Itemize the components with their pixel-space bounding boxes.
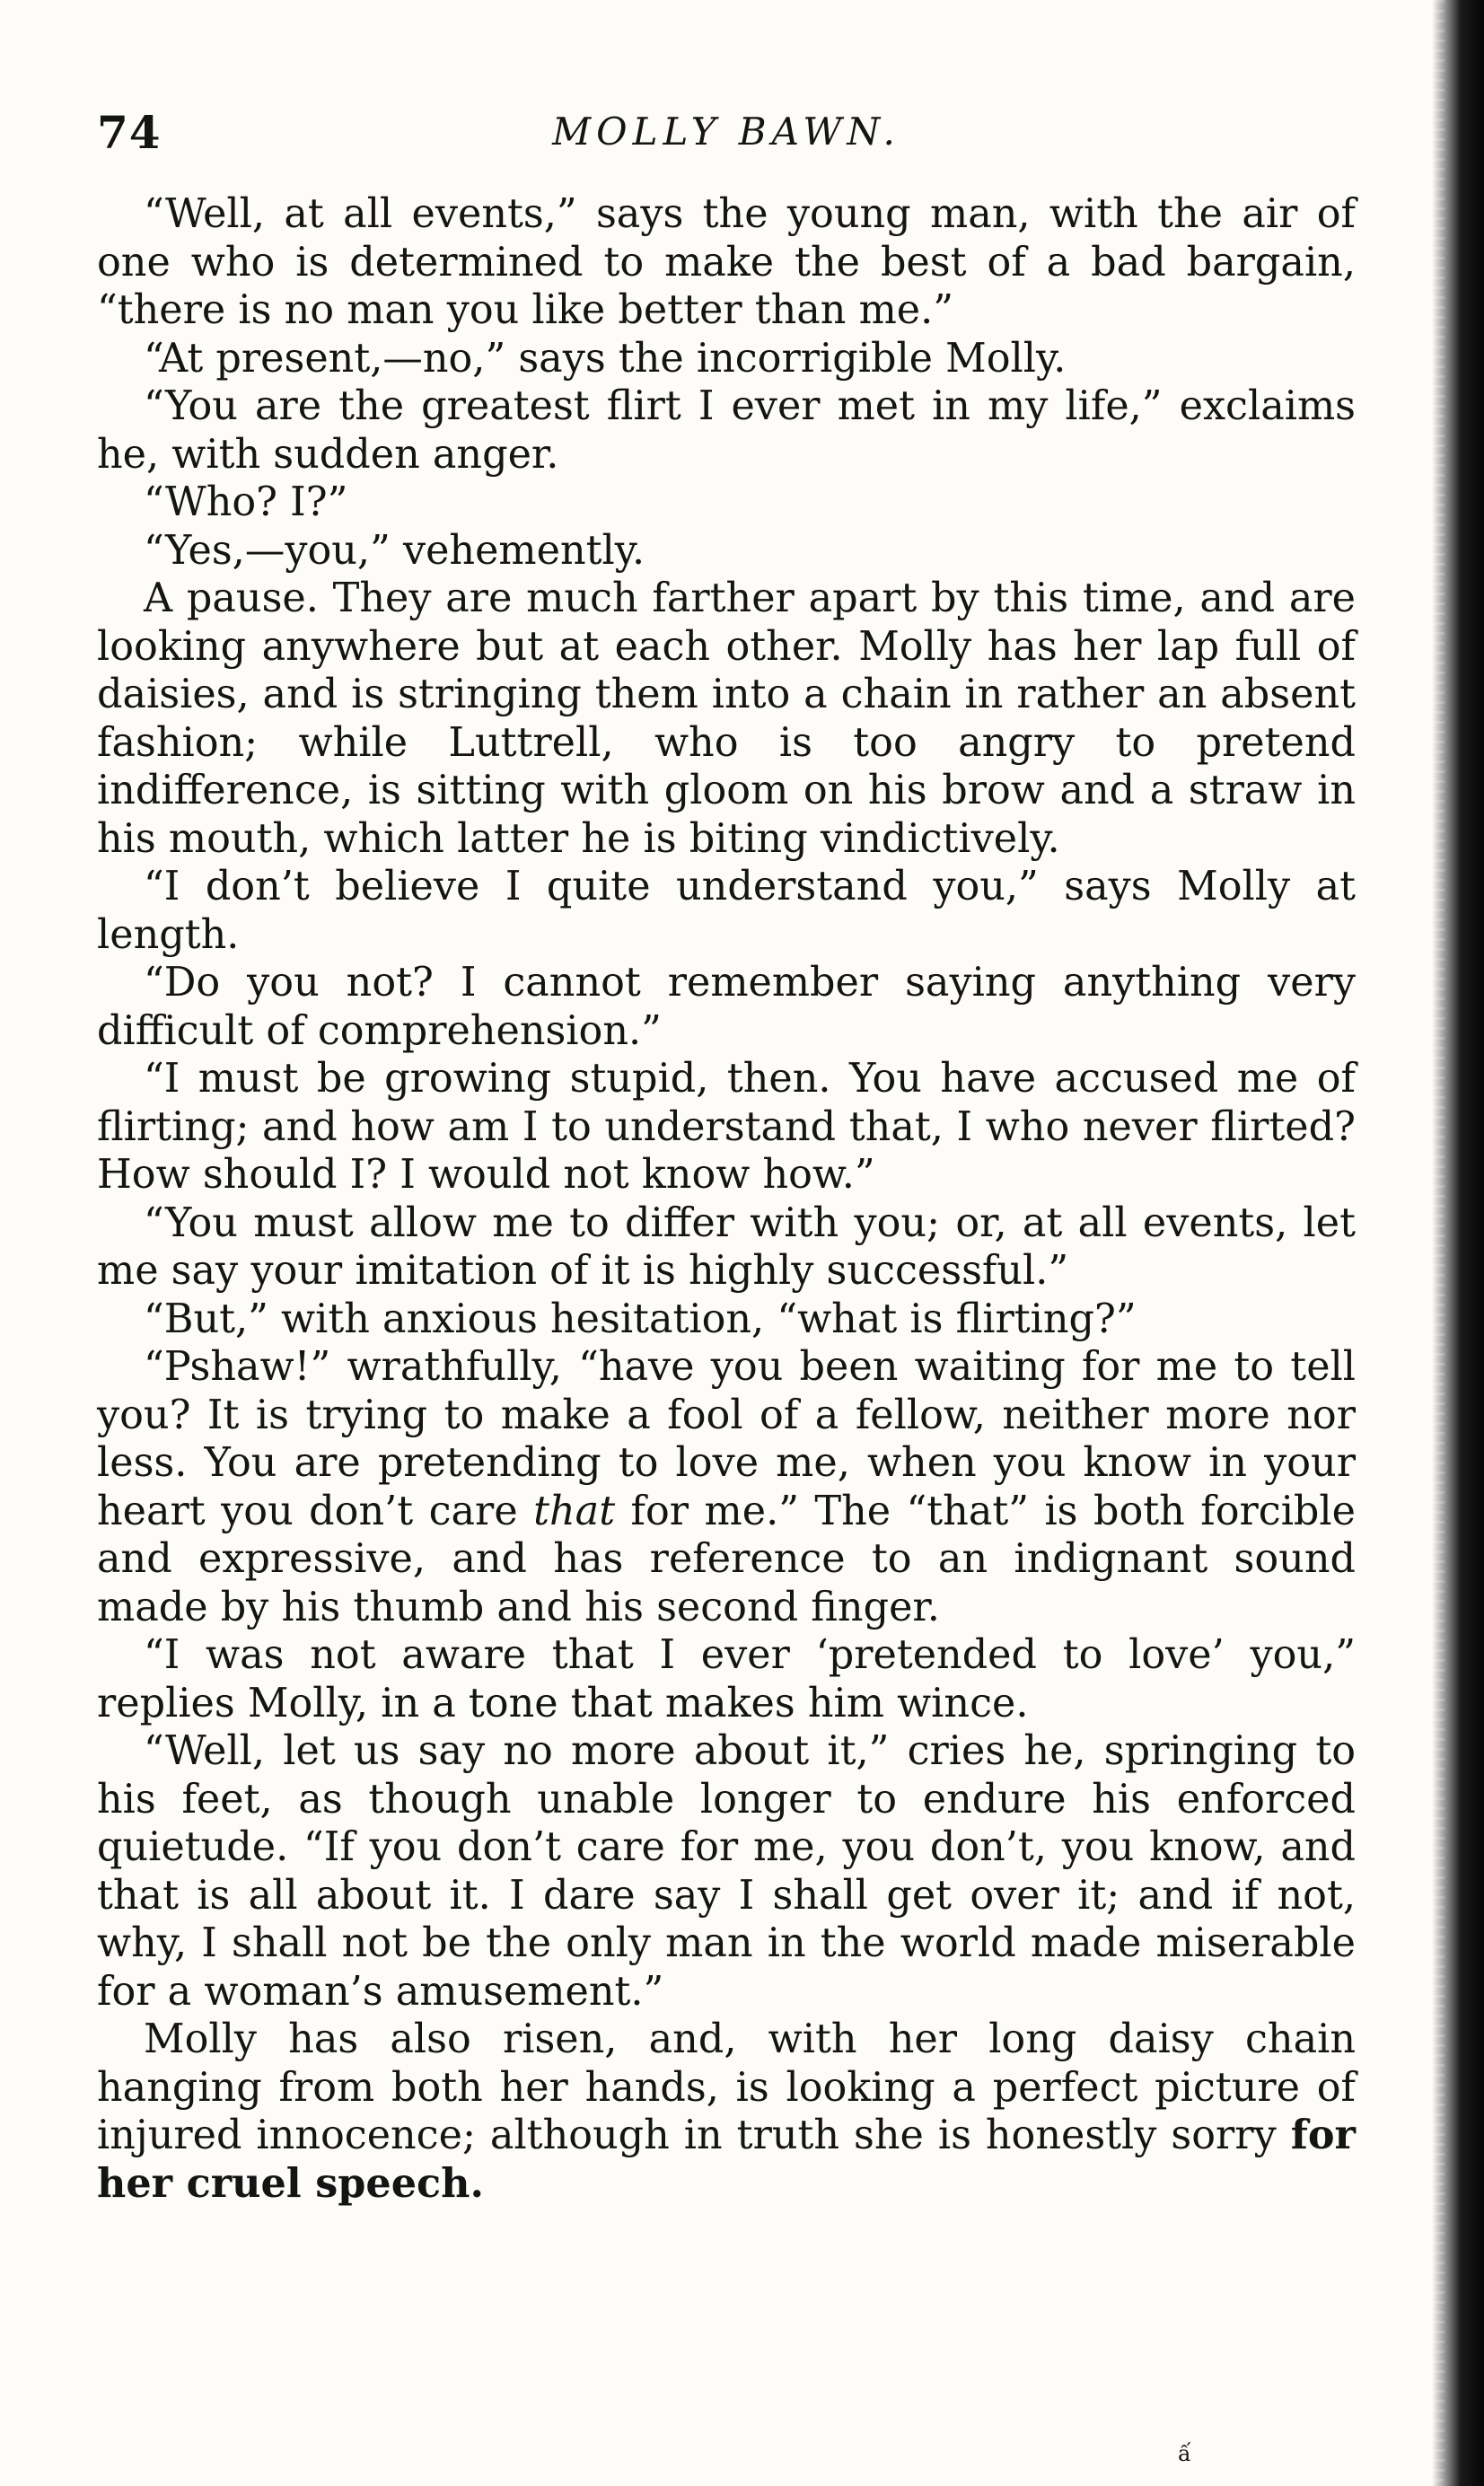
- paragraph: “Who? I?”: [144, 479, 348, 525]
- final-text-before: Molly has also risen, and, with her long daisy chain hanging from both her hands, is looking a perfect picture of injured innocence; although in truth she is honestly sorry: [97, 2016, 1356, 2158]
- page-number: 74: [97, 106, 162, 159]
- final-text-bold: for her cruel speech.: [97, 2112, 1356, 2207]
- running-head: MOLLY BAWN.: [552, 110, 900, 154]
- paragraph-pshaw: [97, 1343, 1356, 1631]
- printer-mark: ấ: [1178, 2441, 1191, 2466]
- paragraph: “Well, at all events,” says the young man, with the air of one who is determined to make the best of a bad bargain, “there is no man you like better than me.”: [97, 191, 1356, 333]
- paragraph: “Do you not? I cannot remember saying anything very difficult of comprehension.”: [97, 960, 1356, 1054]
- paragraph: “I must be growing stupid, then. You have accused me of flirting; and how am I to understand that, I who never flirted? How should I? I would not know how.”: [97, 1056, 1356, 1198]
- paragraph: “I was not aware that I ever ‘pretended to love’ you,” replies Molly, in a tone that makes him wince.: [97, 1632, 1356, 1726]
- paragraph: “Yes,—you,” vehemently.: [144, 527, 645, 574]
- paragraph: “But,” with anxious hesitation, “what is flirting?”: [144, 1296, 1137, 1342]
- binding-speckle: [1432, 0, 1444, 2486]
- pshaw-text-before: “Pshaw!” wrathfully, “have you been waiting for me to tell you? It is trying to make a fool of a fellow, neither more nor less. You are pretending to love me, when you know in your heart you don’t care: [97, 1344, 1356, 1534]
- pshaw-text-after: for me.” The “that” is both forcible and expressive, and has reference to an indignant sound made by his thumb and his second finger.: [97, 1488, 1356, 1630]
- paragraph: “You are the greatest flirt I ever met in my life,” exclaims he, with sudden anger.: [97, 383, 1356, 478]
- paragraph: “Well, let us say no more about it,” cries he, springing to his feet, as though unable longer to endure his enforced quietude. “If you don’t care for me, you don’t, you know, and that is all about it. I dare say I shall get over it; and if not, why, I shall not be the only man in the world made miserable for a woman’s amusement.”: [97, 1728, 1356, 2015]
- emphasis-that: that: [533, 1488, 616, 1534]
- paragraph: “I don’t believe I quite understand you,” says Molly at length.: [97, 864, 1356, 958]
- page-header: [97, 106, 1356, 169]
- body-text: [97, 190, 1356, 2208]
- paragraph: “You must allow me to differ with you; or, at all events, let me say your imitation of it is highly successful.”: [97, 1199, 1356, 1294]
- paragraph: A pause. They are much farther apart by this time, and are looking anywhere but at each other. Molly has her lap full of daisies, and is stringing them into a chain in rather an absent fashion; while Luttrell, who is too angry to pretend indifference, is sitting with gloom on his brow and a straw in his mouth, which latter he is biting vindictively.: [97, 575, 1356, 862]
- paragraph-final: [97, 2016, 1356, 2208]
- paragraph: “At present,—no,” says the incorrigible Molly.: [144, 335, 1067, 382]
